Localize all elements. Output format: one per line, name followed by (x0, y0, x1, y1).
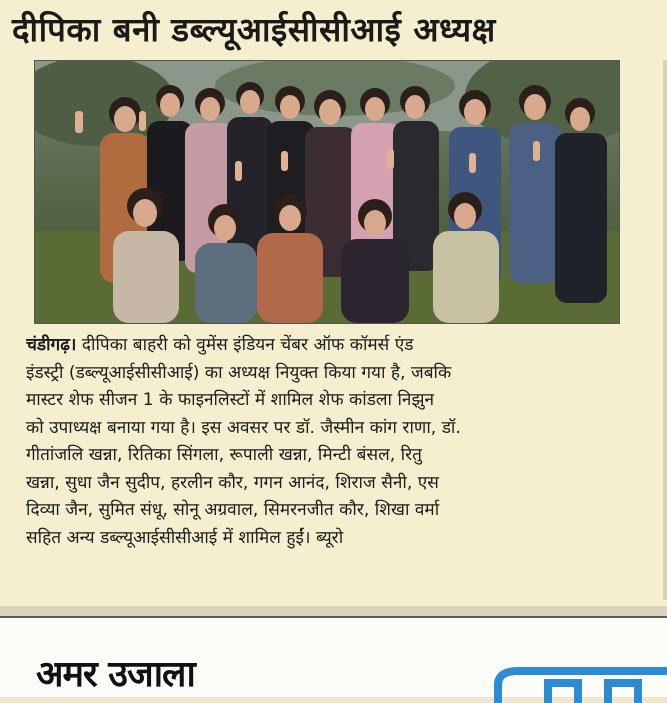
article-line-text: दीपिका बाहरी को वुमेंस इंडियन चेंबर ऑफ कॉमर्स एंड (76, 335, 414, 355)
headline: दीपिका बनी डब्ल्यूआईसीसीआई अध्यक्ष (12, 10, 496, 49)
group-photo-illustration (35, 61, 619, 323)
article-line: दिव्या जैन, सुमित संधू, सोनू अग्रवाल, सिमरनजीत कौर, शिखा वर्मा (26, 500, 440, 520)
masthead-strip (0, 616, 667, 697)
article-line: मास्टर शेफ सीजन 1 के फाइनलिस्टों में शामिल शेफ कांडला निझुन (26, 390, 434, 410)
article-line: इंडस्ट्री (डब्ल्यूआईसीसीआई) का अध्यक्ष नियुक्त किया गया है, जबकि (26, 362, 452, 383)
article-body (26, 332, 628, 552)
blue-logo-fragment (488, 663, 667, 703)
article-line: गीतांजलि खन्ना, रितिका सिंगला, रूपाली खन्ना, मिन्टी बंसल, रितु (26, 445, 422, 465)
article-line: खन्ना, सुधा जैन सुदीप, हरलीन कौर, गगन आनंद, शिराज सैनी, एस (26, 472, 439, 493)
article-line: सहित अन्य डब्ल्यूआईसीसीआई में शामिल हुईं। ब्यूरो (26, 527, 344, 548)
dateline: चंडीगढ़। (26, 335, 77, 355)
page-edge (663, 60, 667, 600)
newspaper-logo: अमर उजाला (36, 653, 195, 695)
divider (0, 606, 667, 616)
group-photo (34, 60, 620, 324)
article-line (26, 332, 628, 360)
article-line: को उपाध्यक्ष बनाया गया है। इस अवसर पर डॉ. जैस्मीन कांग राणा, डॉ. (26, 417, 461, 438)
